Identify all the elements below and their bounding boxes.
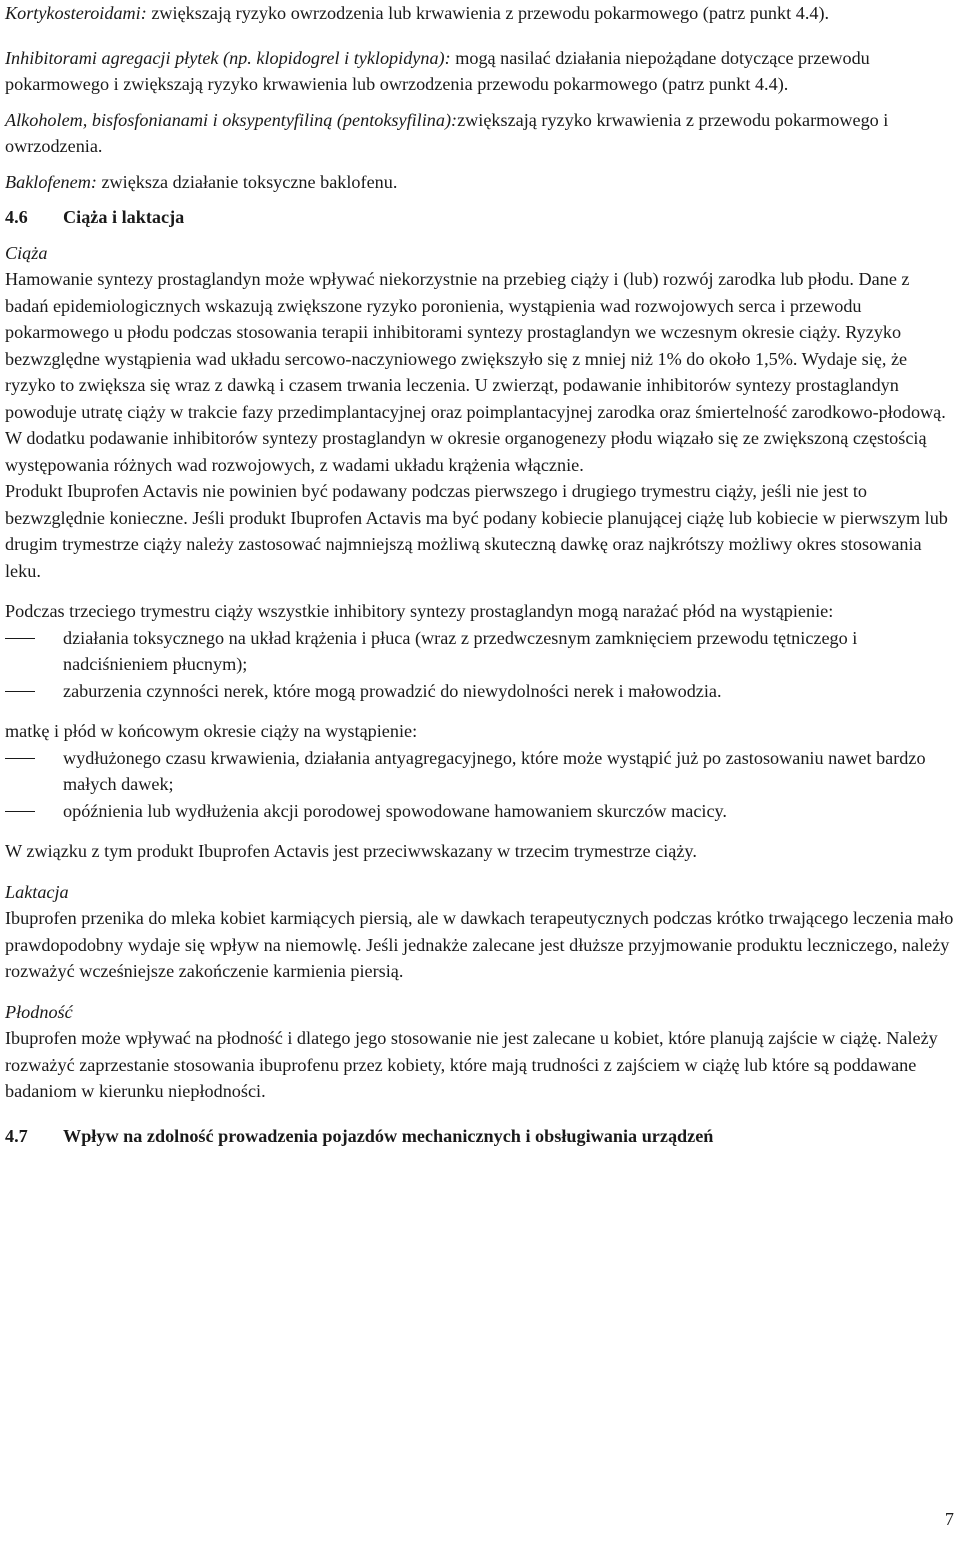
subheading-pregnancy: Ciąża bbox=[5, 242, 48, 263]
pregnancy-paragraph-2: Produkt Ibuprofen Actavis nie powinien być podawany podczas pierwszego i drugiego trymestru ciąży, jeśli nie jest to bezwzględnie konieczne. Jeśli produkt Ibuprofen Actavis ma być podany kobiecie planującej ciążę lub kobiecie w pierwszym lub drugim trymestrze ciąży należy zastosować najmniejszą możliwą skuteczną dawkę oraz najkrótszy możliwy okres stosowania leku. bbox=[5, 481, 948, 581]
interaction-alcohol bbox=[5, 107, 955, 160]
interaction-label: Inhibitorami agregacji płytek (np. klopidogrel i tyklopidyna): bbox=[5, 47, 451, 68]
lactation-paragraph: Ibuprofen przenika do mleka kobiet karmiących piersią, ale w dawkach terapeutycznych podczas krótko trwającego leczenia mało prawdopodobny wydaje się wpływ na niemowlę. Jeśli jednakże zalecane jest dłuższe przyjmowanie produktu leczniczego, należy rozważyć wcześniejsze zakończenie karmienia piersią. bbox=[5, 908, 954, 981]
section-heading-4-7 bbox=[5, 1123, 955, 1150]
document-page bbox=[5, 0, 955, 1149]
list-item bbox=[5, 678, 955, 705]
interaction-text: zwiększają ryzyko krwawienia z przewodu pokarmowego i owrzodzenia. bbox=[5, 109, 889, 156]
page-number: 7 bbox=[944, 1509, 954, 1529]
section-title: Ciąża i laktacja bbox=[63, 207, 185, 227]
interaction-text: zwiększają ryzyko owrzodzenia lub krwawienia z przewodu pokarmowego (patrz punkt 4.4). bbox=[146, 3, 830, 23]
interaction-antiplatelets bbox=[5, 45, 955, 98]
section-number: 4.7 bbox=[5, 1125, 28, 1146]
list-item-text: wydłużonego czasu krwawienia, działania antyagregacyjnego, które może wystąpić już po zastosowaniu nawet bardzo małych dawek; bbox=[63, 747, 926, 794]
list-item-text: zaburzenia czynności nerek, które mogą prowadzić do niewydolności nerek i małowodzia. bbox=[63, 680, 722, 701]
fetus-risk-list bbox=[5, 625, 955, 705]
pregnancy-paragraph-1: Hamowanie syntezy prostaglandyn może wpływać niekorzystnie na przebieg ciąży i (lub) rozwój zarodka lub płodu. Dane z badań epidemiologicznych wskazują zwiększone ryzyko poronienia, wystąpienia wad rozwojowych serca i przewodu pokarmowego u płodu podczas stosowania terapii inhibitorami syntezy prostaglandyn we wczesnym okresie ciąży. Ryzyko bezwzględne wystąpienia wad układu sercowo-naczyniowego zwiększyło się z mniej niż 1% do około 1,5%. Wydaje się, że ryzyko to zwiększa się wraz z dawką i czasem trwania leczenia. U zwierząt, podawanie inhibitorów syntezy prostaglandyn powoduje utratę ciąży w trakcie fazy przedimplantacyjnej oraz poimplantacyjnej zarodka oraz śmiertelność zarodkowo-płodową. W dodatku podawanie inhibitorów syntezy prostaglandyn w okresie organogenezy płodu wiązało się ze zwiększoną częstością występowania różnych wad rozwojowych, z wadami układu krążenia włącznie. bbox=[5, 269, 946, 475]
section-title: Wpływ na zdolność prowadzenia pojazdów mechanicznych i obsługiwania urządzeń bbox=[63, 1125, 714, 1146]
mother-fetus-intro: matkę i płód w końcowym okresie ciąży na wystąpienie: bbox=[5, 721, 418, 741]
dash-bullet-icon bbox=[5, 691, 35, 693]
list-item bbox=[5, 798, 955, 825]
contraindication-conclusion: W związku z tym produkt Ibuprofen Actavis jest przeciwwskazany w trzecim trymestrze ciąży. bbox=[5, 841, 697, 861]
third-trimester-intro: Podczas trzeciego trymestru ciąży wszystkie inhibitory syntezy prostaglandyn mogą narażać płód na wystąpienie: bbox=[5, 601, 834, 621]
interaction-label: Alkoholem, bisfosfonianami i oksypentyfiliną (pentoksyfilina): bbox=[5, 109, 458, 130]
subheading-fertility: Płodność bbox=[5, 1001, 73, 1022]
dash-bullet-icon bbox=[5, 758, 35, 760]
dash-bullet-icon bbox=[5, 638, 35, 640]
section-heading-4-6 bbox=[5, 204, 955, 231]
subheading-lactation: Laktacja bbox=[5, 881, 69, 902]
mother-risk-list bbox=[5, 745, 955, 825]
fertility-paragraph: Ibuprofen może wpływać na płodność i dlatego jego stosowanie nie jest zalecane u kobiet, które planują zajście w ciążę. Należy rozważyć zaprzestanie stosowania ibuprofenu przez kobiety, które mają trudności z zajściem w ciążę lub które są poddawane badaniom w kierunku niepłodności. bbox=[5, 1028, 938, 1101]
section-number: 4.6 bbox=[5, 207, 28, 227]
list-item bbox=[5, 745, 955, 798]
interaction-text: zwiększa działanie toksyczne baklofenu. bbox=[96, 171, 398, 192]
list-item-text: opóźnienia lub wydłużenia akcji porodowej spowodowane hamowaniem skurczów macicy. bbox=[63, 800, 727, 821]
interaction-baclofen bbox=[5, 169, 955, 196]
interaction-label: Baklofenem: bbox=[5, 171, 97, 192]
interaction-corticosteroids bbox=[5, 0, 955, 27]
interaction-label: Kortykosteroidami: bbox=[5, 3, 147, 23]
list-item-text: działania toksycznego na układ krążenia i płuca (wraz z przedwczesnym zamknięciem przewodu tętniczego i nadciśnieniem płucnym); bbox=[63, 627, 858, 674]
dash-bullet-icon bbox=[5, 811, 35, 813]
interaction-text: mogą nasilać działania niepożądane dotyczące przewodu pokarmowego i zwiększają ryzyko krwawienia lub owrzodzenia przewodu pokarmowego (patrz punkt 4.4). bbox=[5, 47, 870, 94]
list-item bbox=[5, 625, 955, 678]
